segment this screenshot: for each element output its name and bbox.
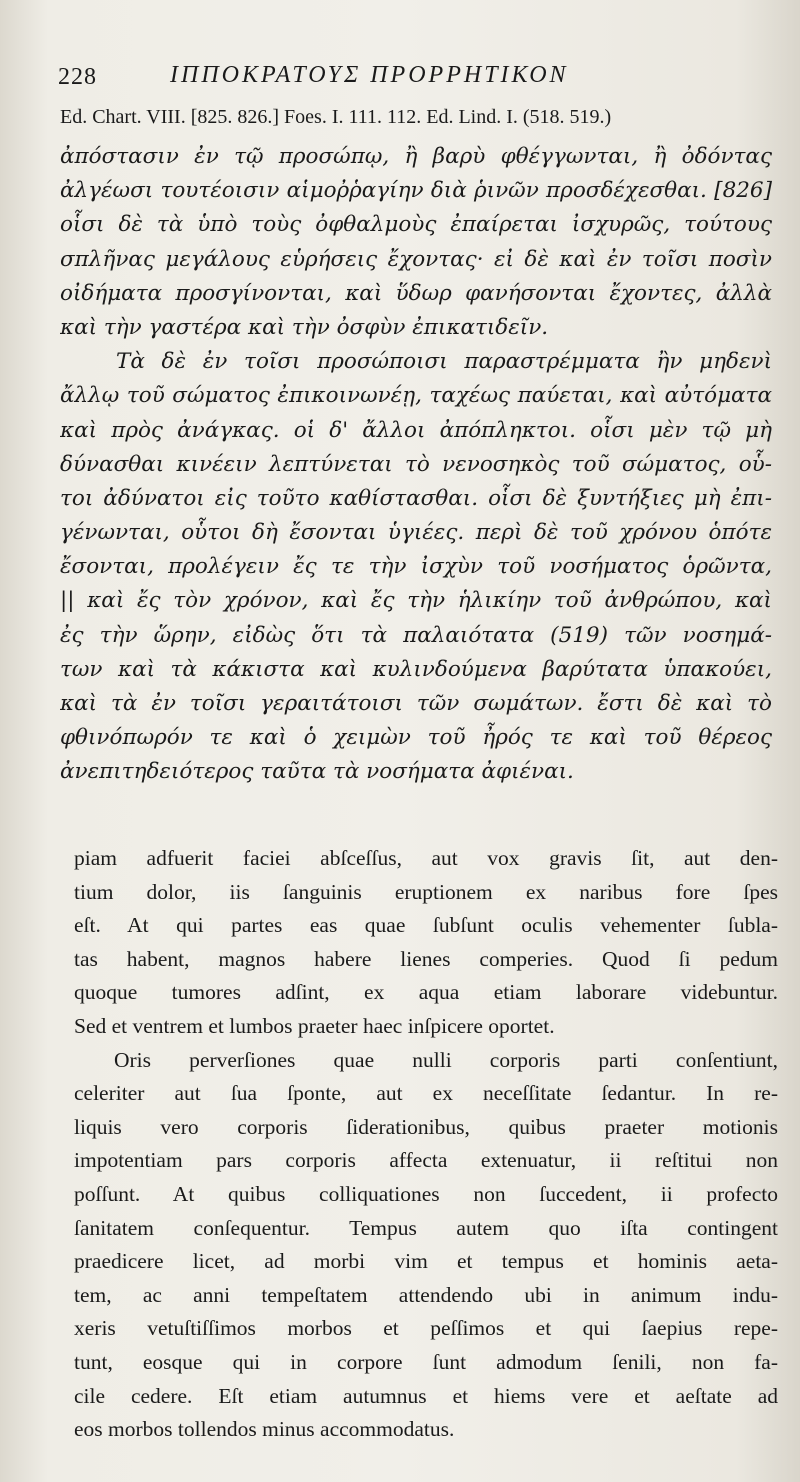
greek-text-block [60,140,772,790]
greek-line: οἰδήματα προσγίνονται, καὶ ὕδωρ φανήσονται ἔχοντες, ἀλλὰ [60,280,772,306]
latin-line: ſanitatem conſequentur. Tempus autem quo iſta contingent [74,1215,778,1240]
latin-line: tas habent, magnos habere lienes comperies. Quod ſi pedum [74,946,778,971]
greek-line: σπλῆνας μεγάλους εὑρήσεις ἔχοντας· εἰ δὲ καὶ ἐν τοῖσι ποσὶν [60,246,772,272]
latin-line: piam adfuerit faciei abſceſſus, aut vox gravis ſit, aut den- [74,846,778,870]
greek-line: ἄλλῳ τοῦ σώματος ἐπικοινωνέῃ, ταχέως παύεται, καὶ αὐτόματα [60,383,772,409]
greek-line: ἐς τὴν ὥρην, εἰδὼς ὅτι τὰ παλαιότατα (519) τῶν νοσημά- [60,622,772,648]
latin-line: poſſunt. At quibus colliquationes non ſuccedent, ii profecto [74,1181,778,1206]
latin-line: praedicere licet, ad morbi vim et tempus et hominis aeta- [74,1249,778,1274]
edition-reference-line: Ed. Chart. VIII. [825. 826.] Foes. I. 111. 112. Ed. Lind. I. (518. 519.) [60,106,612,128]
latin-line: eſt. At qui partes eas quae ſubſunt oculis vehementer ſubla- [74,913,778,938]
latin-line: impotentiam pars corporis affecta extenuatur, ii reſtitui non [74,1148,778,1173]
latin-line: xeris vetuſtiſſimos morbos et peſſimos et qui ſaepius repe- [74,1316,778,1341]
latin-line: tium dolor, iis ſanguinis eruptionem ex naribus fore ſpes [74,879,778,904]
greek-line: δύνασθαι κινέειν λεπτύνεται τὸ νενοσηκὸς τοῦ σώματος, οὗ- [60,451,772,477]
greek-line: || καὶ ἔς τὸν χρόνον, καὶ ἔς τὴν ἡλικίην τοῦ ἀνθρώπου, καὶ [60,588,772,614]
latin-line: cile cedere. Eſt etiam autumnus et hiems vere et aeſtate ad [74,1383,778,1408]
latin-line: liquis vero corporis ſiderationibus, quibus praeter motionis [74,1114,778,1139]
greek-line: ἔσονται, προλέγειν ἔς τε τὴν ἰσχὺν τοῦ νοσήματος ὁρῶντα, [60,554,772,580]
latin-line: Sed et ventrem et lumbos praeter haec inſpicere oportet. [74,1013,555,1038]
greek-line: Τὰ δὲ ἐν τοῖσι προσώποισι παραστρέμματα ἢν μηδενὶ [116,349,772,375]
greek-line: των καὶ τὰ κάκιστα καὶ κυλινδούμενα βαρύτατα ὑπακούει, [60,656,772,682]
greek-line: οἷσι δὲ τὰ ὑπὸ τοὺς ὀφθαλμοὺς ἐπαίρεται ἰσχυρῶς, τούτους [60,212,772,238]
greek-line: ἀλγέωσι τουτέοισιν αἱμοῤῥαγίην διὰ ῥινῶν προσδέχεσθαι. [826] [60,178,772,204]
greek-line: γένωνται, οὗτοι δὴ ἔσονται ὑγιέες. περὶ δὲ τοῦ χρόνου ὁπότε [60,520,772,546]
greek-line: καὶ πρὸς ἀνάγκας. οἱ δ' ἄλλοι ἀπόπληκτοι. οἷσι μὲν τῷ μὴ [60,417,772,443]
greek-line: καὶ τὴν γαστέρα καὶ τὴν ὀσφὺν ἐπικατιδεῖν. [60,314,549,340]
latin-text-block [74,842,778,1447]
greek-line: ἀπόστασιν ἐν τῷ προσώπῳ, ἢ βαρὺ φθέγγωνται, ἢ ὀδόντας [60,144,772,169]
page-number: 228 [58,64,97,90]
latin-line: quoque tumores adſint, ex aqua etiam laborare videbuntur. [74,980,778,1005]
latin-line: tem, ac anni tempeſtatem attendendo ubi in animum indu- [74,1282,778,1307]
page-header [58,62,758,98]
greek-line: φθινόπωρόν τε καὶ ὁ χειμὼν τοῦ ἦρός τε καὶ τοῦ θέρεος [60,725,772,751]
latin-line: eos morbos tollendos minus accommodatus. [74,1417,455,1442]
latin-line: tunt, eosque qui in corpore ſunt admodum ſenili, non fa- [74,1349,778,1374]
greek-line: ἀνεπιτηδειότερος ταῦτα τὰ νοσήματα ἀφιέναι. [60,759,574,785]
greek-line: καὶ τὰ ἐν τοῖσι γεραιτάτοισι τῶν σωμάτων. ἔστι δὲ καὶ τὸ [60,691,772,716]
latin-line: celeriter aut ſua ſponte, aut ex neceſſitate ſedantur. In re- [74,1081,778,1106]
greek-line: τοι ἀδύνατοι εἰς τοῦτο καθίστασθαι. οἷσι δὲ ξυντήξιες μὴ ἐπι- [60,485,772,511]
latin-line: Oris perverſiones quae nulli corporis parti conſentiunt, [114,1047,778,1072]
running-head: ΙΠΠΟΚΡΑΤΟΥΣ ΠΡΟΡΡΗΤΙΚΟΝ [170,62,569,88]
